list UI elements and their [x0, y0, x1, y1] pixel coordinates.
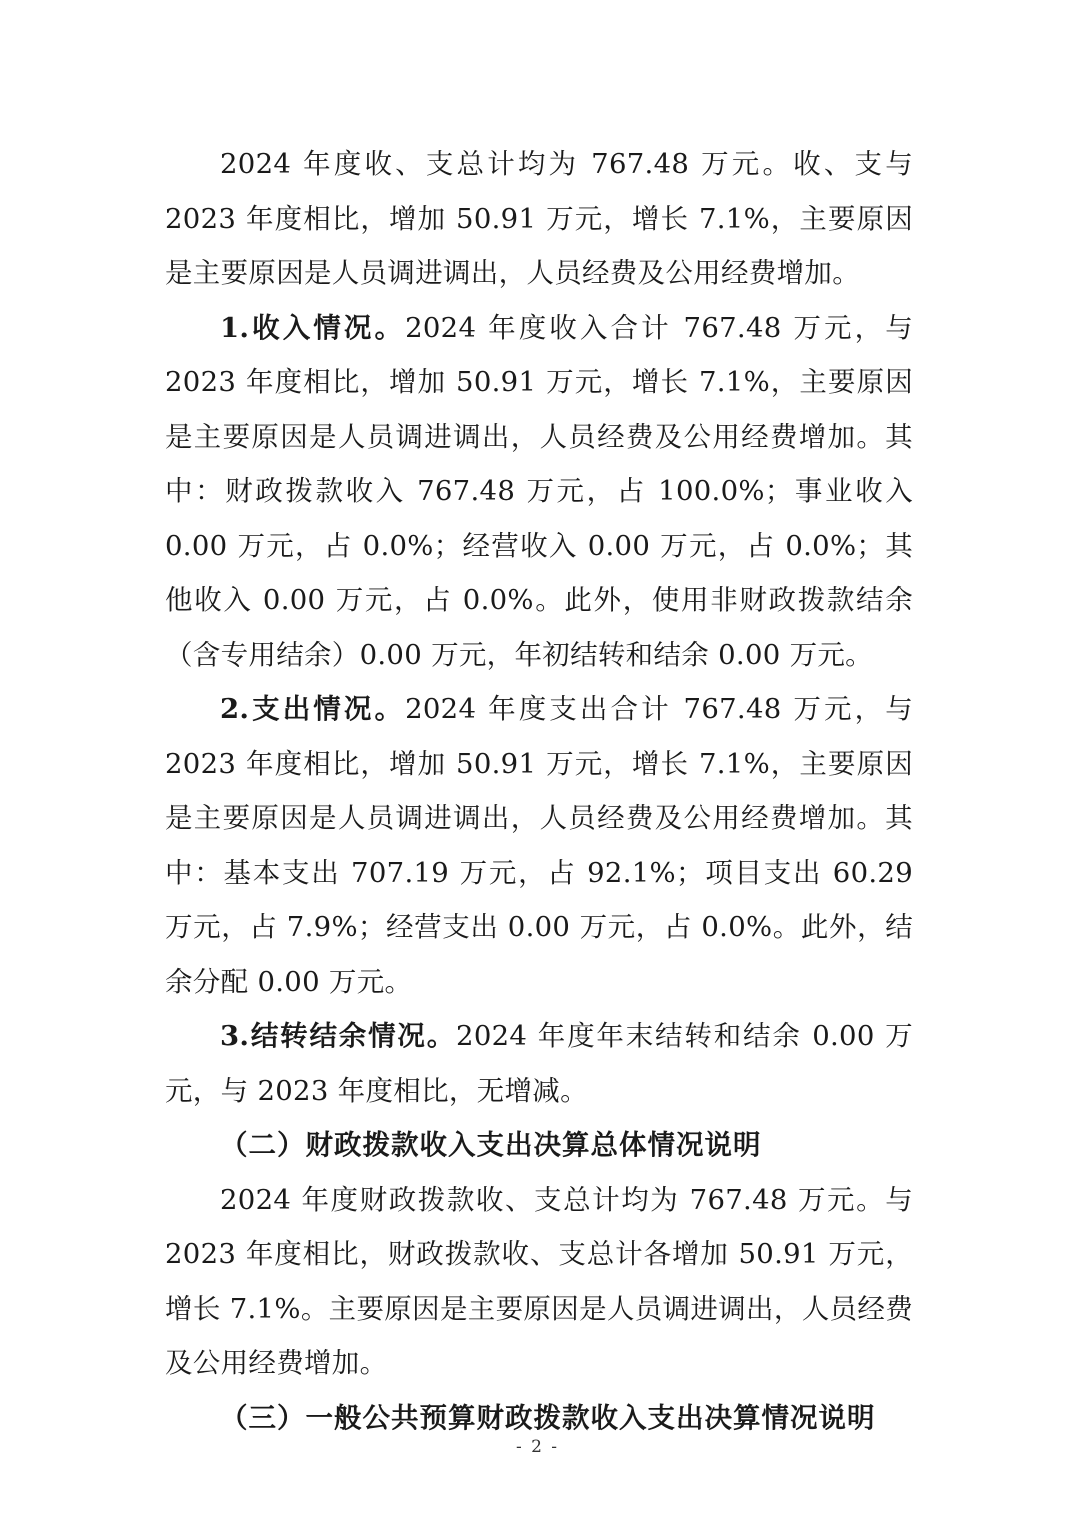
paragraph-carryover — [165, 1009, 913, 1118]
carryover-text: 2024 年度年末结转和结余 0.00 万元，与 2023 年度相比，无增减。 — [165, 1020, 913, 1107]
income-heading: 1.收入情况。 — [220, 311, 406, 344]
carryover-heading: 3.结转结余情况。 — [220, 1020, 457, 1052]
income-text: 2024 年度收入合计 767.48 万元，与 2023 年度相比，增加 50.91 万元，增长 7.1%，主要原因是主要原因是人员调进调出，人员经费及公用经费增加。其中：财政拨款收入 767.48 万元，占 100.0%；事业收入 0.00 万元，占 0.0%；经营收入 0.00 万元，占 0.0%；其他收入 0.00 万元，占 0.0%。此外，使用非财政拨款结余（含专用结余）0.00 万元，年初结转和结余 0.00 万元。 — [165, 311, 913, 671]
paragraph-expenditure — [165, 682, 913, 1009]
expenditure-text: 2024 年度支出合计 767.48 万元，与 2023 年度相比，增加 50.91 万元，增长 7.1%，主要原因是主要原因是人员调进调出，人员经费及公用经费增加。其中：基本支出 707.19 万元，占 92.1%；项目支出 60.29 万元，占 7.9%；经营支出 0.00 万元，占 0.0%。此外，结余分配 0.00 万元。 — [165, 693, 913, 998]
paragraph-summary: 2024 年度收、支总计均为 767.48 万元。收、支与 2023 年度相比，增加 50.91 万元，增长 7.1%，主要原因是主要原因是人员调进调出，人员经费及公用经费增加。 — [165, 148, 913, 289]
section-heading-3: （三）一般公共预算财政拨款收入支出决算情况说明 — [220, 1401, 876, 1434]
document-body — [165, 137, 913, 1445]
expenditure-heading: 2.支出情况。 — [220, 693, 406, 725]
paragraph-fiscal-overview: 2024 年度财政拨款收、支总计均为 767.48 万元。与 2023 年度相比，财政拨款收、支总计各增加 50.91 万元，增长 7.1%。主要原因是主要原因是人员调进调出，人员经费及公用经费增加。 — [165, 1183, 913, 1379]
paragraph-income — [165, 301, 913, 683]
page-number: - 2 - — [515, 1437, 560, 1457]
section-heading-2: （二）财政拨款收入支出决算总体情况说明 — [220, 1129, 762, 1161]
